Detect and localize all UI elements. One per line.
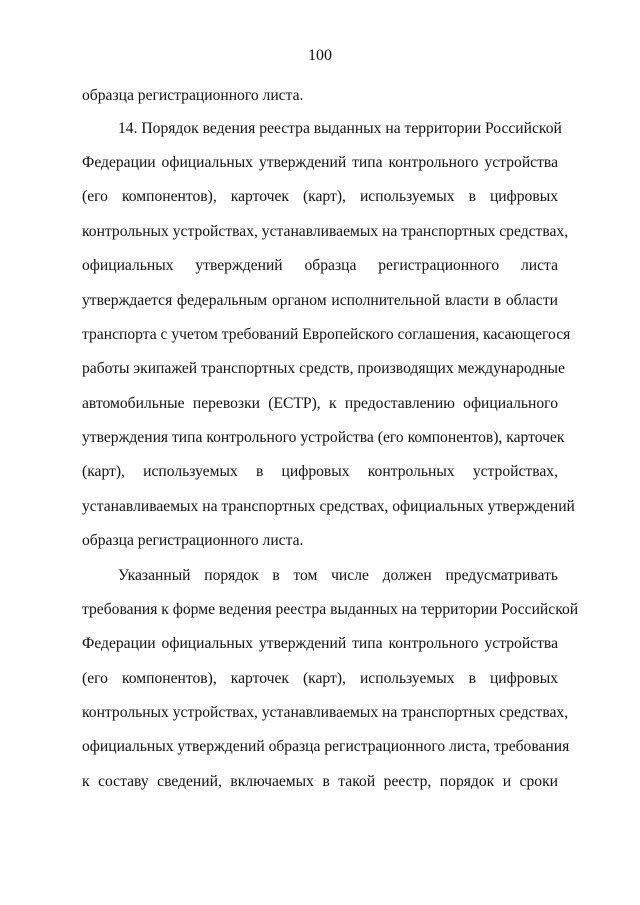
- text-line: образца регистрационного листа.: [82, 87, 304, 104]
- text-line: официальных утверждений образца регистрационного листа, требования: [82, 738, 570, 755]
- text-line: устанавливаемых на транспортных средствах, официальных утверждений: [82, 498, 575, 515]
- text-line: образца регистрационного листа.: [82, 532, 304, 549]
- text-line: работы экипажей транспортных средств, производящих международные: [82, 360, 565, 377]
- text-line: Указанный порядок в том числе должен предусматривать: [118, 567, 558, 584]
- text-line: (карт), используемых в цифровых контрольных устройствах,: [82, 463, 558, 480]
- text-line: (его компонентов), карточек (карт), используемых в цифровых: [82, 188, 558, 205]
- text-line: требования к форме ведения реестра выданных на территории Российской: [82, 601, 579, 618]
- page-number: 100: [308, 47, 332, 64]
- text-line: (его компонентов), карточек (карт), используемых в цифровых: [82, 670, 558, 687]
- text-line: Федерации официальных утверждений типа контрольного устройства: [82, 635, 558, 652]
- text-line: контрольных устройствах, устанавливаемых на транспортных средствах,: [82, 223, 569, 240]
- text-line: официальных утверждений образца регистрационного листа: [82, 257, 558, 274]
- text-line: к составу сведений, включаемых в такой реестр, порядок и сроки: [82, 773, 558, 790]
- text-line: утверждается федеральным органом исполнительной власти в области: [82, 292, 558, 309]
- text-line: утверждения типа контрольного устройства (его компонентов), карточек: [82, 429, 565, 446]
- text-line: контрольных устройствах, устанавливаемых на транспортных средствах,: [82, 704, 569, 721]
- text-line: автомобильные перевозки (ЕСТР), к предоставлению официального: [82, 395, 558, 412]
- text-line: транспорта с учетом требований Европейского соглашения, касающегося: [82, 326, 571, 343]
- text-line: 14. Порядок ведения реестра выданных на территории Российской: [118, 120, 562, 137]
- text-line: Федерации официальных утверждений типа контрольного устройства: [82, 154, 558, 171]
